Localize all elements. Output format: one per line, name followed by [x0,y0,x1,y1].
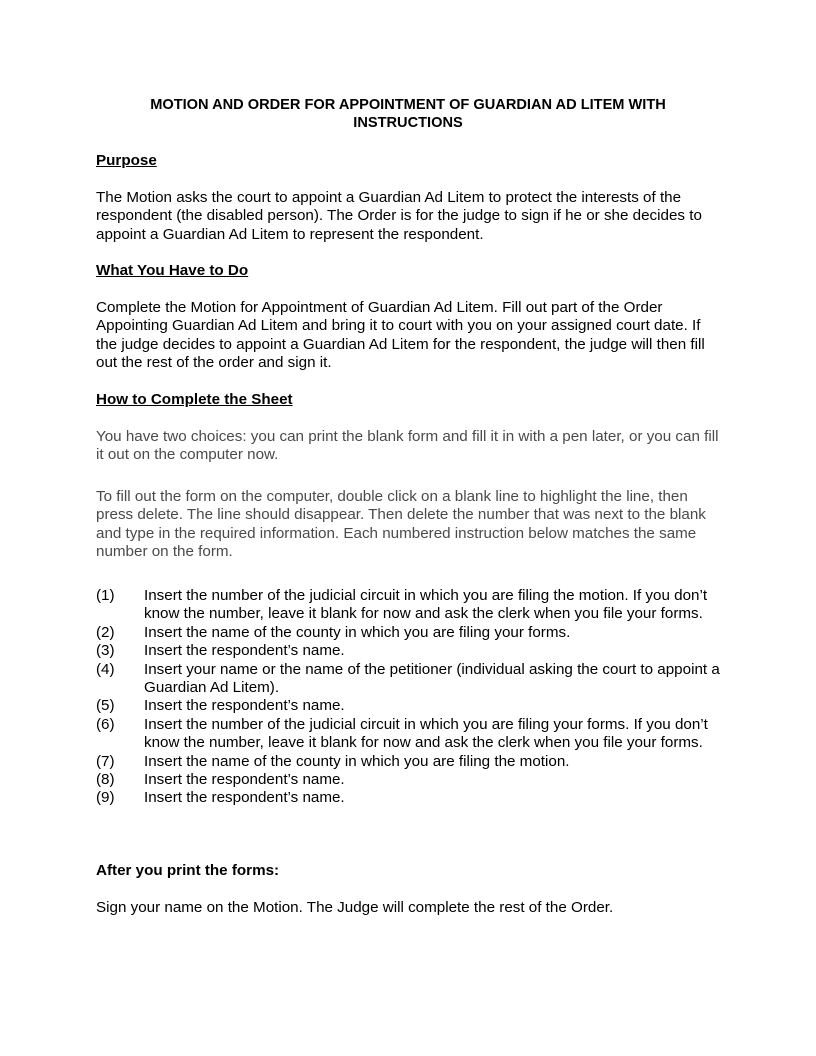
how-to-choices-text: You have two choices: you can print the blank form and fill it in with a pen later, or you can fill it out on the computer now. [96,428,719,464]
after-print-heading: After you print the forms: [96,862,280,879]
instruction-number: (7) [96,752,115,770]
instruction-number: (4) [96,660,115,678]
instruction-item-3 [96,642,722,660]
how-to-heading: How to Complete the Sheet [96,391,293,408]
instruction-item-5 [96,697,722,715]
after-print-text: Sign your name on the Motion. The Judge will complete the rest of the Order. [96,899,614,916]
instruction-item-9 [96,789,722,807]
instruction-number: (3) [96,642,115,660]
instruction-item-2 [96,624,722,642]
instruction-text: Insert the respondent’s name. [144,771,345,789]
what-to-do-heading: What You Have to Do [96,262,249,279]
instruction-item-7 [96,753,722,771]
instruction-text: Insert your name or the name of the petitioner (individual asking the court to appoint a Guardian Ad Litem). [144,660,720,697]
instruction-list [96,587,722,808]
how-to-computer-text: To fill out the form on the computer, double click on a blank line to highlight the line, then press delete. The line should disappear. Then delete the number that was next to the blank and type in the required information. Each numbered instruction below matches the same number on the form. [96,488,706,561]
instruction-item-4 [96,661,722,698]
instruction-text: Insert the respondent’s name. [144,642,345,660]
document-title: MOTION AND ORDER FOR APPOINTMENT OF GUARDIAN AD LITEM WITH INSTRUCTIONS [150,97,666,131]
instruction-number: (8) [96,771,115,789]
instruction-item-8 [96,771,722,789]
instruction-item-1 [96,587,722,624]
instruction-number: (5) [96,697,115,715]
instruction-number: (6) [96,715,115,733]
instruction-number: (1) [96,587,115,604]
instruction-text: Insert the respondent’s name. [144,789,345,807]
instruction-item-6 [96,716,722,753]
instruction-number: (2) [96,623,115,641]
instruction-text: Insert the name of the county in which you are filing the motion. [144,752,570,770]
instruction-text: Insert the respondent’s name. [144,697,345,715]
instruction-number: (9) [96,789,115,807]
instruction-text: Insert the number of the judicial circuit in which you are filing the motion. If you don’t know the number, leave it blank for now and ask the clerk when you file your forms. [144,587,708,623]
purpose-heading: Purpose [96,152,157,169]
what-to-do-text: Complete the Motion for Appointment of Guardian Ad Litem. Fill out part of the Order Appointing Guardian Ad Litem and bring it to court with you on your assigned court date. If the judge decides to appoint a Guardian Ad Litem for the respondent, the judge will then fill out the rest of the order and sign it. [96,299,705,372]
instruction-text: Insert the name of the county in which you are filing your forms. [144,623,571,641]
instruction-text: Insert the number of the judicial circuit in which you are filing your forms. If you don’t know the number, leave it blank for now and ask the clerk when you file your forms. [144,715,708,752]
purpose-text: The Motion asks the court to appoint a Guardian Ad Litem to protect the interests of the respondent (the disabled person). The Order is for the judge to sign if he or she decides to appoint a Guardian Ad Litem to represent the respondent. [96,189,702,243]
